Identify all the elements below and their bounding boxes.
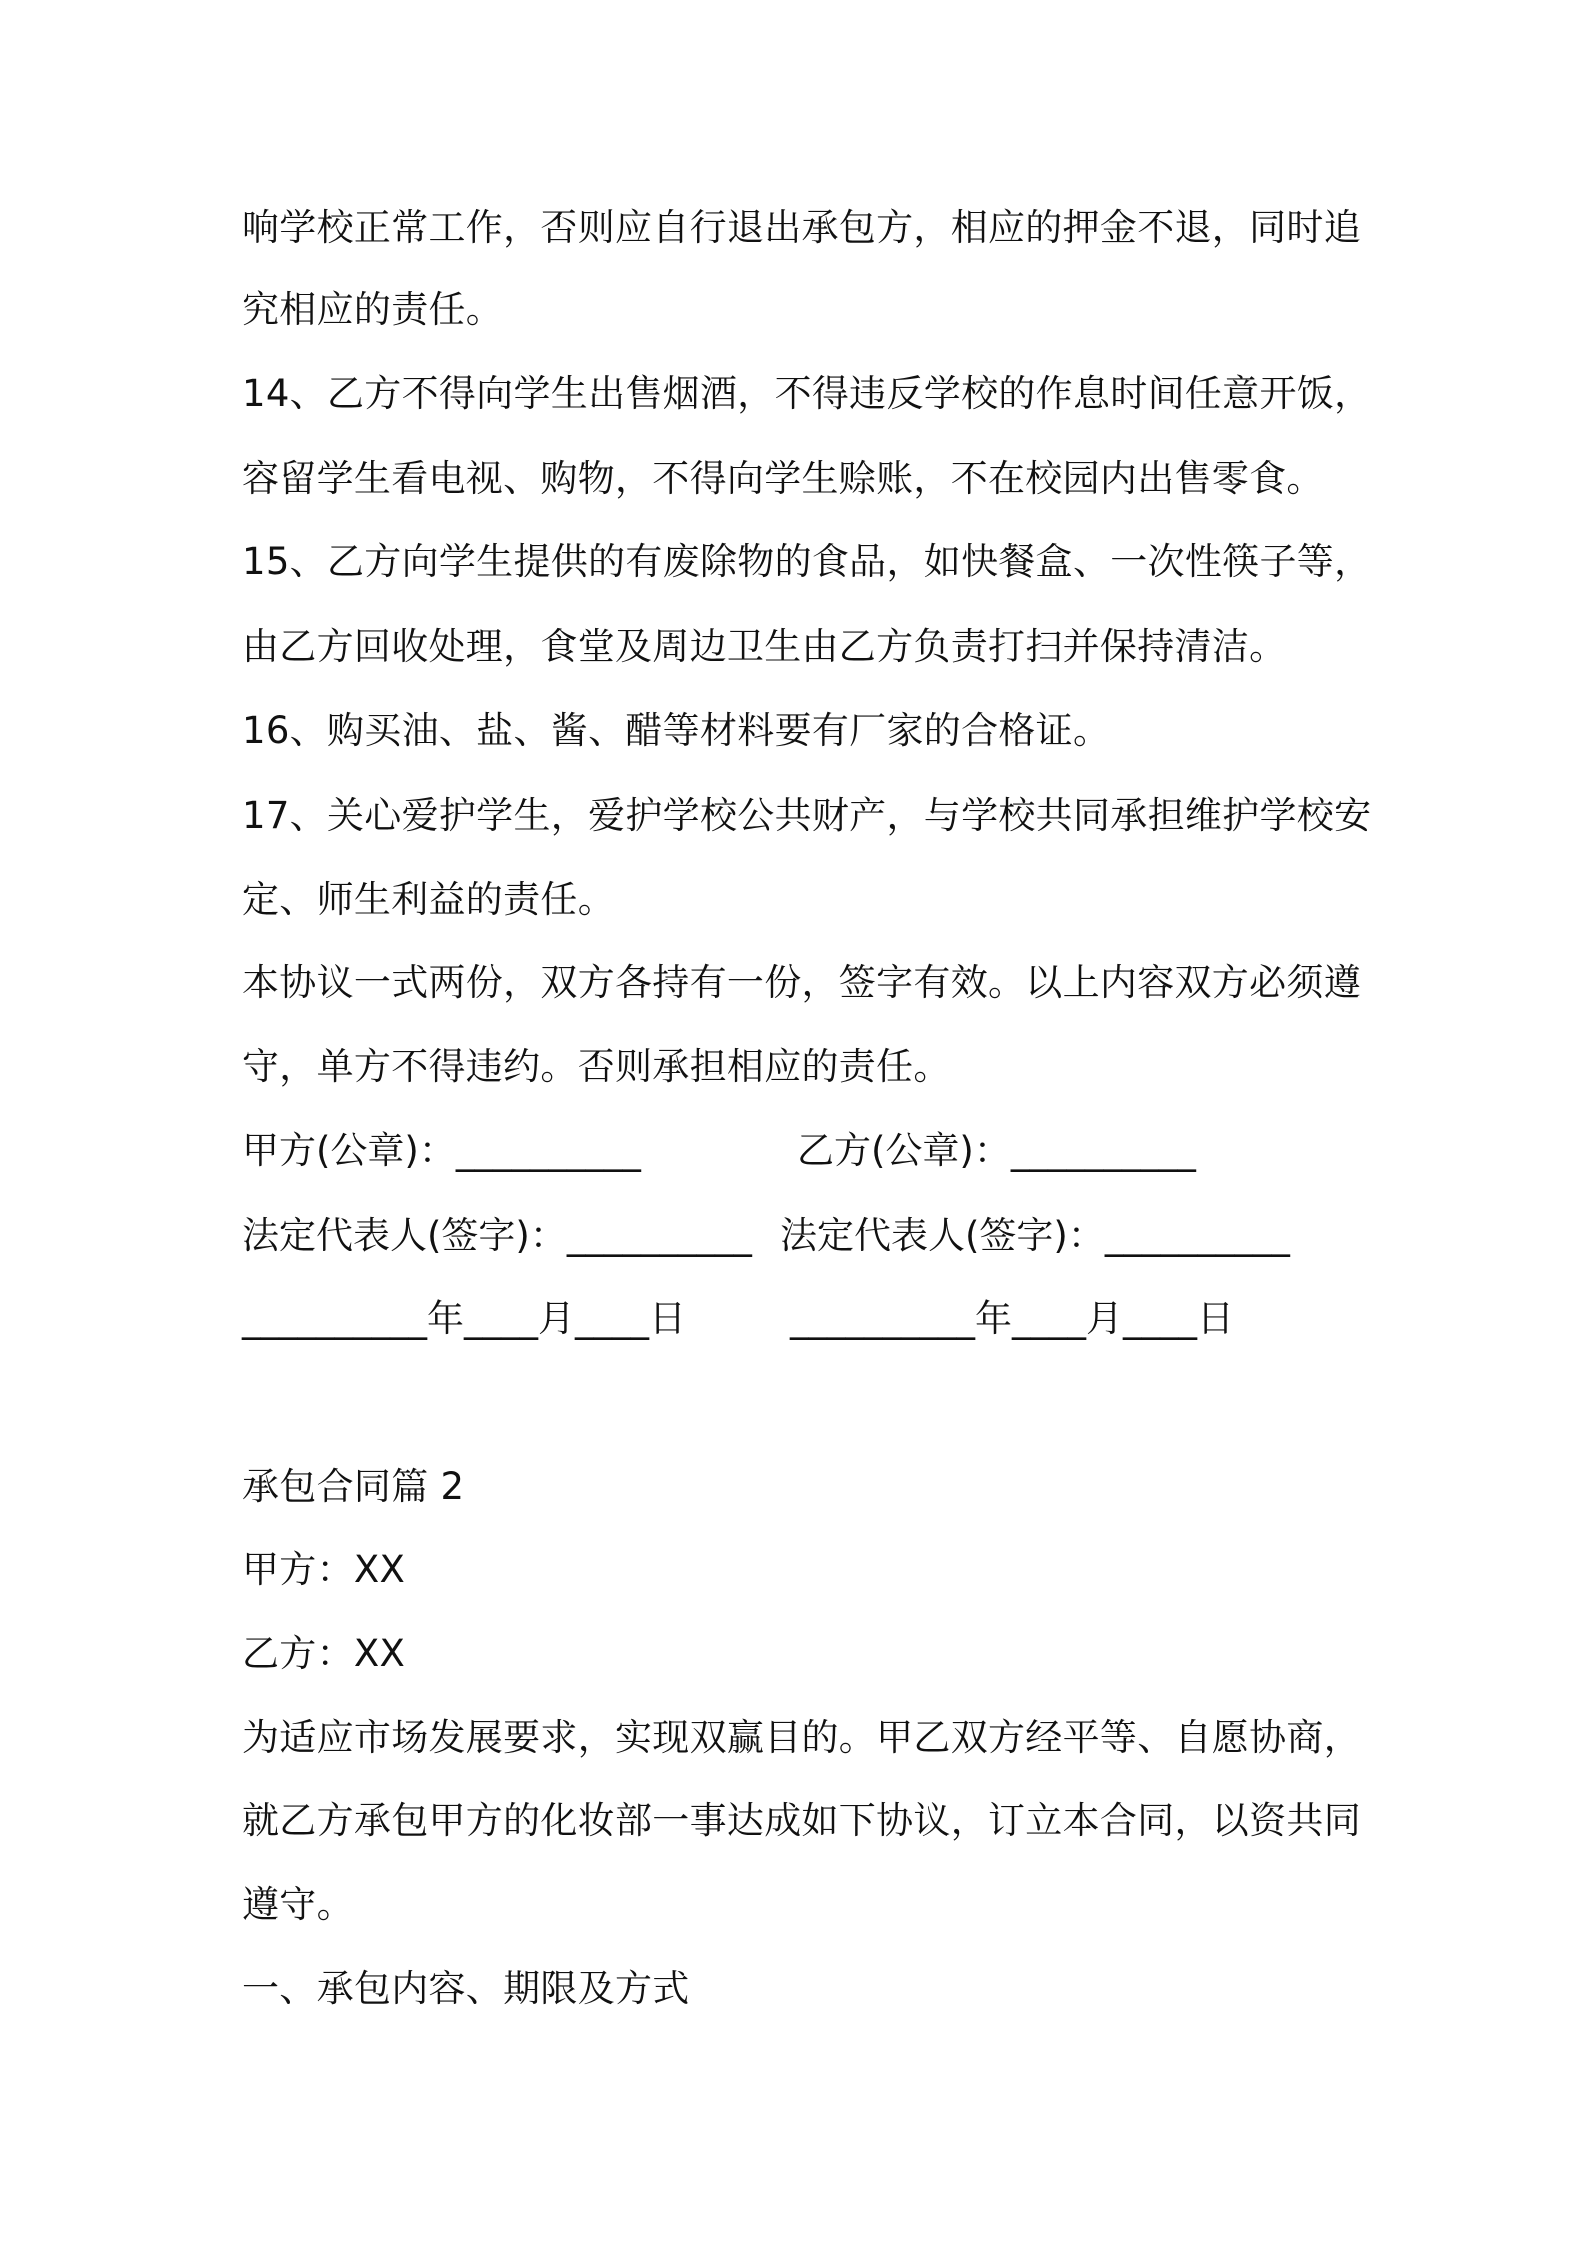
rep-a-signature-field: 法定代表人(签字)：__________ xyxy=(242,1214,752,1257)
paragraph-line: 就乙方承包甲方的化妆部一事达成如下协议，订立本合同，以资共同 xyxy=(242,1799,1361,1842)
party-b: 乙方：XX xyxy=(242,1632,406,1675)
party-a-seal-field: 甲方(公章)：__________ xyxy=(242,1129,641,1172)
clause-15: 15、乙方向学生提供的有废除物的食品，如快餐盒、一次性筷子等， xyxy=(242,540,1372,583)
paragraph-line: 遵守。 xyxy=(242,1883,354,1926)
section-title: 承包合同篇 2 xyxy=(242,1465,465,1508)
party-a: 甲方：XX xyxy=(242,1548,406,1591)
paragraph-line: 为适应市场发展要求，实现双赢目的。甲乙双方经平等、自愿协商， xyxy=(242,1716,1361,1759)
clause-14: 14、乙方不得向学生出售烟酒，不得违反学校的作息时间任意开饭， xyxy=(242,372,1372,415)
rep-b-signature-field: 法定代表人(签字)：__________ xyxy=(780,1214,1290,1257)
paragraph-line: 容留学生看电视、购物，不得向学生赊账，不在校园内出售零食。 xyxy=(242,457,1324,500)
date-b-field: __________年____月____日 xyxy=(790,1297,1234,1340)
paragraph-line: 究相应的责任。 xyxy=(242,288,504,331)
paragraph-line: 由乙方回收处理，食堂及周边卫生由乙方负责打扫并保持清洁。 xyxy=(242,625,1287,668)
party-b-seal-field: 乙方(公章)：__________ xyxy=(797,1129,1196,1172)
clause-17: 17、关心爱护学生，爱护学校公共财产，与学校共同承担维护学校安 xyxy=(242,794,1372,837)
paragraph-line: 响学校正常工作，否则应自行退出承包方，相应的押金不退，同时追 xyxy=(242,206,1361,249)
agreement-note: 本协议一式两份，双方各持有一份，签字有效。以上内容双方必须遵 xyxy=(242,961,1361,1004)
date-a-field: __________年____月____日 xyxy=(242,1297,686,1340)
paragraph-line: 守，单方不得违约。否则承担相应的责任。 xyxy=(242,1045,951,1088)
section-heading: 一、承包内容、期限及方式 xyxy=(242,1967,690,2010)
paragraph-line: 定、师生利益的责任。 xyxy=(242,878,615,921)
clause-16: 16、购买油、盐、酱、醋等材料要有厂家的合格证。 xyxy=(242,709,1111,752)
